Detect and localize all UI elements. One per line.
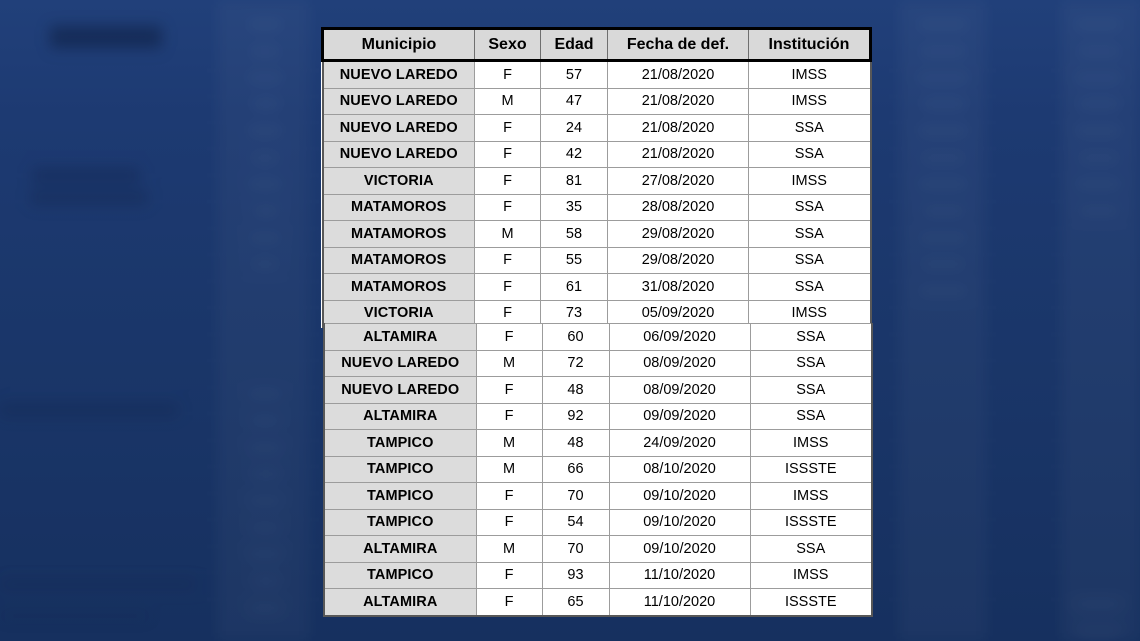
cell-municipio: VICTORIA xyxy=(323,168,475,195)
cell-edad: 72 xyxy=(542,350,609,377)
cell-fecha: 09/10/2020 xyxy=(609,536,750,563)
cell-municipio: ALTAMIRA xyxy=(324,589,476,616)
cell-sexo: F xyxy=(476,403,542,430)
cell-municipio: NUEVO LAREDO xyxy=(323,141,475,168)
cell-institucion: IMSS xyxy=(749,300,871,327)
cell-edad: 48 xyxy=(542,377,609,404)
cell-institucion: SSA xyxy=(749,247,871,274)
table-row[interactable] xyxy=(324,509,872,536)
cell-edad: 61 xyxy=(541,274,608,301)
cell-sexo: M xyxy=(476,456,542,483)
cell-fecha: 31/08/2020 xyxy=(608,274,749,301)
cell-municipio: ALTAMIRA xyxy=(324,536,476,563)
cell-institucion: ISSSTE xyxy=(750,456,872,483)
table-row[interactable] xyxy=(324,562,872,589)
cell-municipio: NUEVO LAREDO xyxy=(323,61,475,89)
cell-sexo: F xyxy=(475,274,541,301)
column-header-sexo[interactable]: Sexo xyxy=(475,29,541,61)
cell-edad: 70 xyxy=(542,483,609,510)
table-row[interactable] xyxy=(323,141,871,168)
cell-municipio: ALTAMIRA xyxy=(324,403,476,430)
table-header-row xyxy=(323,29,871,61)
table-row[interactable] xyxy=(324,377,872,404)
cell-edad: 65 xyxy=(542,589,609,616)
cell-institucion: IMSS xyxy=(749,61,871,89)
cell-edad: 55 xyxy=(541,247,608,274)
cell-institucion: SSA xyxy=(749,115,871,142)
cell-municipio: NUEVO LAREDO xyxy=(324,350,476,377)
cell-fecha: 21/08/2020 xyxy=(608,115,749,142)
cell-fecha: 09/10/2020 xyxy=(609,509,750,536)
table-row[interactable] xyxy=(323,61,871,89)
cell-municipio: ALTAMIRA xyxy=(324,324,476,351)
cell-edad: 54 xyxy=(542,509,609,536)
cell-institucion: SSA xyxy=(749,194,871,221)
cell-fecha: 28/08/2020 xyxy=(608,194,749,221)
column-header-fecha[interactable]: Fecha de def. xyxy=(608,29,749,61)
cell-edad: 66 xyxy=(542,456,609,483)
cell-fecha: 24/09/2020 xyxy=(609,430,750,457)
cell-fecha: 06/09/2020 xyxy=(609,324,750,351)
cell-sexo: F xyxy=(476,589,542,616)
cell-institucion: SSA xyxy=(750,324,872,351)
cell-municipio: TAMPICO xyxy=(324,483,476,510)
table-body-upper xyxy=(323,61,871,328)
deaths-table-continued xyxy=(323,323,873,617)
cell-sexo: F xyxy=(476,562,542,589)
cell-institucion: IMSS xyxy=(749,168,871,195)
cell-sexo: F xyxy=(475,300,541,327)
cell-municipio: MATAMOROS xyxy=(323,221,475,248)
table-row[interactable] xyxy=(323,221,871,248)
cell-sexo: F xyxy=(475,61,541,89)
cell-municipio: TAMPICO xyxy=(324,456,476,483)
cell-edad: 58 xyxy=(541,221,608,248)
cell-sexo: F xyxy=(476,483,542,510)
cell-institucion: SSA xyxy=(749,274,871,301)
cell-municipio: MATAMOROS xyxy=(323,247,475,274)
table-body-lower xyxy=(324,324,872,616)
deaths-table-upper-block xyxy=(321,27,872,328)
cell-municipio: VICTORIA xyxy=(323,300,475,327)
cell-sexo: M xyxy=(476,430,542,457)
cell-sexo: F xyxy=(475,247,541,274)
cell-sexo: F xyxy=(475,168,541,195)
cell-fecha: 08/10/2020 xyxy=(609,456,750,483)
cell-edad: 35 xyxy=(541,194,608,221)
cell-fecha: 09/09/2020 xyxy=(609,403,750,430)
cell-fecha: 09/10/2020 xyxy=(609,483,750,510)
cell-sexo: M xyxy=(475,221,541,248)
cell-municipio: TAMPICO xyxy=(324,562,476,589)
cell-institucion: SSA xyxy=(750,403,872,430)
cell-sexo: M xyxy=(475,88,541,115)
table-row[interactable] xyxy=(324,324,872,351)
table-row[interactable] xyxy=(324,456,872,483)
cell-edad: 92 xyxy=(542,403,609,430)
table-row[interactable] xyxy=(324,430,872,457)
cell-institucion: ISSSTE xyxy=(750,509,872,536)
cell-fecha: 29/08/2020 xyxy=(608,247,749,274)
table-row[interactable] xyxy=(324,403,872,430)
cell-institucion: IMSS xyxy=(749,88,871,115)
cell-sexo: F xyxy=(476,324,542,351)
table-row[interactable] xyxy=(323,194,871,221)
deaths-table-lower-block xyxy=(323,323,873,617)
table-row[interactable] xyxy=(324,483,872,510)
table-row[interactable] xyxy=(323,88,871,115)
cell-edad: 57 xyxy=(541,61,608,89)
cell-fecha: 21/08/2020 xyxy=(608,61,749,89)
cell-municipio: NUEVO LAREDO xyxy=(324,377,476,404)
cell-municipio: NUEVO LAREDO xyxy=(323,88,475,115)
cell-fecha: 08/09/2020 xyxy=(609,350,750,377)
table-row[interactable] xyxy=(323,115,871,142)
cell-institucion: IMSS xyxy=(750,562,872,589)
cell-institucion: ISSSTE xyxy=(750,589,872,616)
table-row[interactable] xyxy=(324,589,872,616)
cell-institucion: SSA xyxy=(750,536,872,563)
cell-fecha: 21/08/2020 xyxy=(608,88,749,115)
column-header-edad[interactable]: Edad xyxy=(541,29,608,61)
cell-fecha: 27/08/2020 xyxy=(608,168,749,195)
cell-fecha: 11/10/2020 xyxy=(609,589,750,616)
cell-sexo: M xyxy=(476,350,542,377)
table-row[interactable] xyxy=(324,350,872,377)
column-header-institucion[interactable]: Institución xyxy=(749,29,871,61)
cell-fecha: 08/09/2020 xyxy=(609,377,750,404)
cell-sexo: F xyxy=(476,509,542,536)
cell-fecha: 29/08/2020 xyxy=(608,221,749,248)
cell-sexo: M xyxy=(476,536,542,563)
table-row[interactable] xyxy=(323,168,871,195)
cell-sexo: F xyxy=(476,377,542,404)
cell-institucion: IMSS xyxy=(750,483,872,510)
cell-institucion: SSA xyxy=(749,221,871,248)
table-row[interactable] xyxy=(323,247,871,274)
cell-edad: 47 xyxy=(541,88,608,115)
cell-institucion: SSA xyxy=(749,141,871,168)
cell-edad: 24 xyxy=(541,115,608,142)
table-row[interactable] xyxy=(324,536,872,563)
cell-edad: 48 xyxy=(542,430,609,457)
cell-edad: 60 xyxy=(542,324,609,351)
cell-edad: 42 xyxy=(541,141,608,168)
column-header-municipio[interactable]: Municipio xyxy=(323,29,475,61)
cell-edad: 70 xyxy=(542,536,609,563)
cell-fecha: 05/09/2020 xyxy=(608,300,749,327)
cell-institucion: IMSS xyxy=(750,430,872,457)
cell-municipio: NUEVO LAREDO xyxy=(323,115,475,142)
cell-edad: 73 xyxy=(541,300,608,327)
cell-sexo: F xyxy=(475,194,541,221)
cell-institucion: SSA xyxy=(750,350,872,377)
cell-municipio: TAMPICO xyxy=(324,430,476,457)
cell-edad: 93 xyxy=(542,562,609,589)
cell-sexo: F xyxy=(475,115,541,142)
cell-municipio: TAMPICO xyxy=(324,509,476,536)
cell-municipio: MATAMOROS xyxy=(323,274,475,301)
cell-municipio: MATAMOROS xyxy=(323,194,475,221)
cell-institucion: SSA xyxy=(750,377,872,404)
table-row[interactable] xyxy=(323,274,871,301)
cell-fecha: 21/08/2020 xyxy=(608,141,749,168)
deaths-table xyxy=(321,27,872,328)
cell-sexo: F xyxy=(475,141,541,168)
cell-edad: 81 xyxy=(541,168,608,195)
cell-fecha: 11/10/2020 xyxy=(609,562,750,589)
